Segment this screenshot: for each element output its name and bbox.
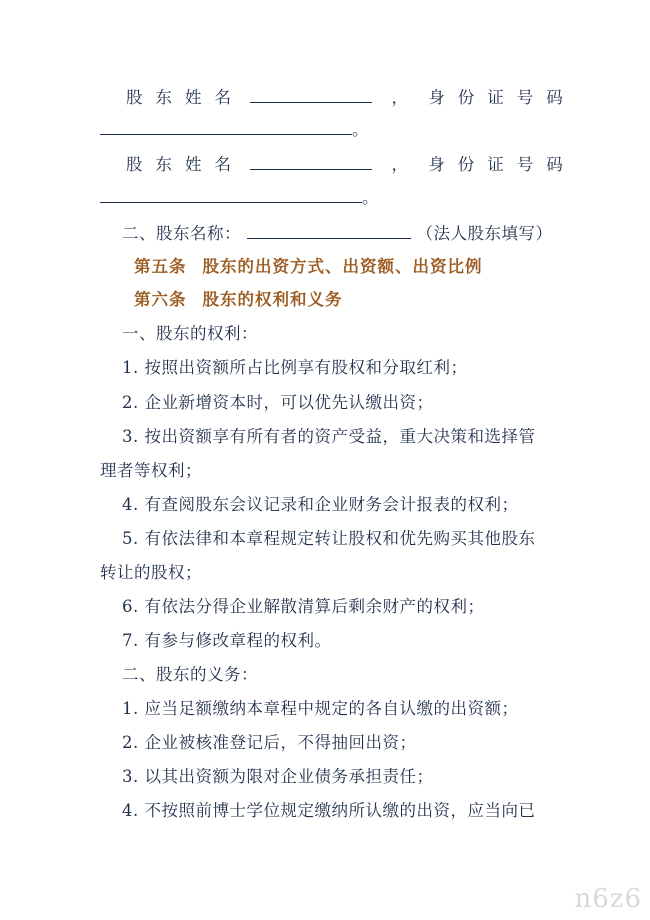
- duties-item: 2. 企业被核准登记后，不得抽回出资；: [122, 733, 417, 752]
- id-number-label: 身份证号码: [428, 155, 576, 174]
- period: 。: [362, 188, 379, 207]
- id-number-blank: [100, 118, 352, 135]
- comma: ，: [391, 155, 409, 174]
- id-number-line-1: [100, 118, 369, 141]
- article-5-heading: [134, 256, 483, 278]
- period: 。: [352, 120, 369, 139]
- article-5-title: 股东的出资方式、出资额、出资比例: [202, 257, 483, 276]
- rights-item: 7. 有参与修改章程的权利。: [122, 631, 332, 650]
- duties-item: 4. 不按照前博士学位规定缴纳所认缴的出资，应当向已: [122, 801, 536, 820]
- rights-item: 2. 企业新增资本时，可以优先认缴出资；: [122, 393, 434, 412]
- duties-item: 3. 以其出资额为限对企业债务承担责任；: [122, 767, 434, 786]
- shareholder-line-1: [126, 86, 576, 109]
- rights-item: 5. 有依法律和本章程规定转让股权和优先购买其他股东: [122, 529, 536, 548]
- rights-item-continuation: 转让的股权；: [100, 563, 202, 582]
- rights-item: 1. 按照出资额所占比例享有股权和分取红利；: [122, 358, 468, 377]
- duties-heading: 二、股东的义务：: [122, 665, 258, 684]
- duties-item: 1. 应当足额缴纳本章程中规定的各自认缴的出资额；: [122, 699, 519, 718]
- article-6-title: 股东的权利和义务: [202, 290, 343, 309]
- id-number-label: 身份证号码: [428, 88, 576, 107]
- rights-item: 6. 有依法分得企业解散清算后剩余财产的权利；: [122, 597, 485, 616]
- rights-heading: 一、股东的权利：: [122, 324, 258, 343]
- rights-item: 3. 按出资额享有所有者的资产受益，重大决策和选择管: [122, 427, 536, 446]
- comma: ，: [391, 88, 409, 107]
- shareholder-line-2: [126, 153, 576, 176]
- shareholder-name-label: 股东姓名: [126, 88, 244, 107]
- watermark: n6z6: [574, 884, 642, 914]
- section2-label: 二、股东名称：: [122, 224, 241, 243]
- rights-item: 4. 有查阅股东会议记录和企业财务会计报表的权利；: [122, 495, 519, 514]
- rights-item-continuation: 理者等权利；: [100, 461, 202, 480]
- article-5-number: 第五条: [134, 257, 187, 276]
- corporate-shareholder-line: [122, 222, 553, 245]
- id-number-line-2: [100, 186, 379, 209]
- id-number-blank: [100, 186, 362, 203]
- shareholder-name-label: 股东姓名: [126, 155, 244, 174]
- corporate-name-blank: [247, 222, 411, 239]
- article-6-number: 第六条: [134, 290, 187, 309]
- article-6-heading: [134, 289, 343, 311]
- section2-note: （法人股东填写）: [416, 224, 553, 243]
- shareholder-name-blank: [250, 153, 372, 170]
- shareholder-name-blank: [250, 86, 372, 103]
